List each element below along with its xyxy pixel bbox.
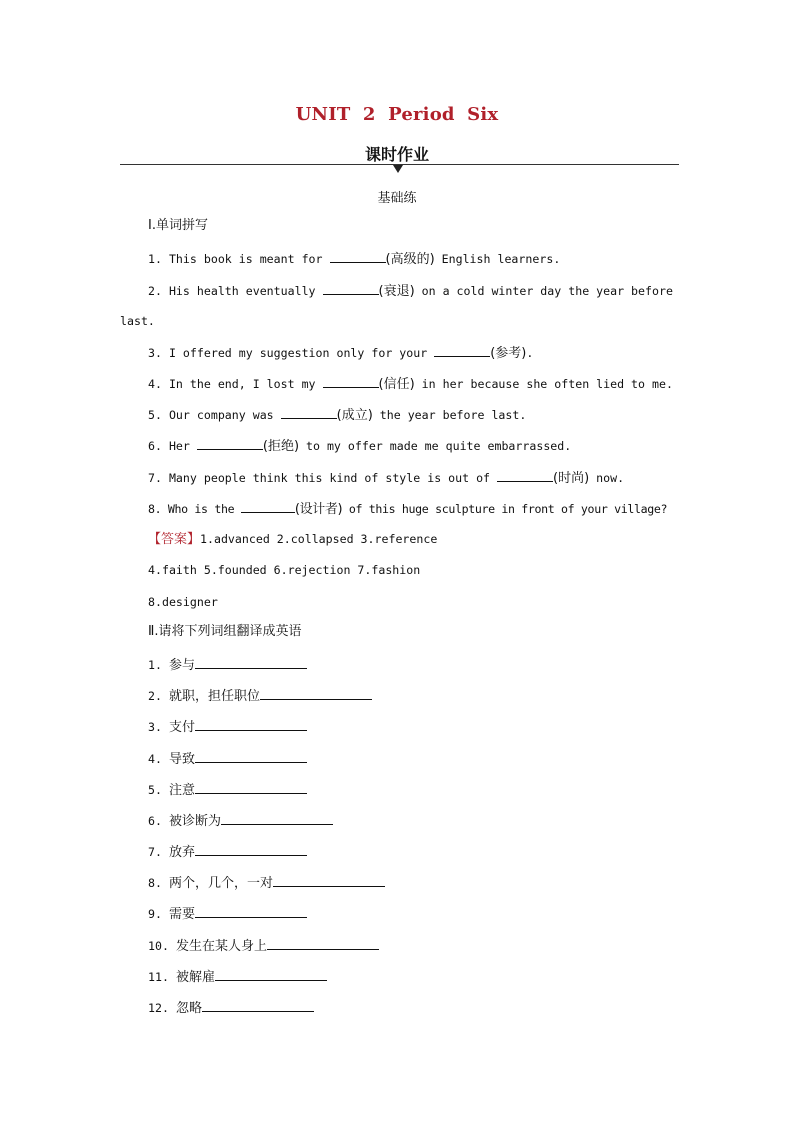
item-text: This book is meant for bbox=[168, 252, 330, 266]
translation-item bbox=[148, 781, 307, 799]
exercise-item bbox=[148, 375, 673, 393]
part1-heading: Ⅰ.单词拼写 bbox=[148, 218, 208, 233]
item-text: Her bbox=[168, 439, 197, 453]
section-label: 基础练 bbox=[377, 191, 417, 206]
item-number: 8. bbox=[148, 502, 162, 516]
answer-blank[interactable] bbox=[434, 344, 490, 357]
answer-blank[interactable] bbox=[221, 812, 333, 825]
answer-blank[interactable] bbox=[215, 968, 327, 981]
item-text: of this huge sculpture in front of your village? bbox=[342, 502, 668, 516]
item-number: 4. bbox=[148, 377, 162, 391]
answer-blank[interactable] bbox=[497, 469, 553, 482]
answer-blank[interactable] bbox=[267, 937, 379, 950]
answer-blank[interactable] bbox=[323, 282, 379, 295]
translation-item bbox=[148, 968, 327, 986]
part2-heading: Ⅱ.请将下列词组翻译成英语 bbox=[148, 624, 302, 639]
item-number: 9. bbox=[148, 907, 162, 921]
item-number: 5. bbox=[148, 408, 162, 422]
item-number: 8. bbox=[148, 876, 162, 890]
answer-blank[interactable] bbox=[260, 687, 372, 700]
item-hint: (高级的) bbox=[385, 252, 435, 267]
item-number: 7. bbox=[148, 845, 162, 859]
answer-blank[interactable] bbox=[195, 843, 307, 856]
answer-blank[interactable] bbox=[197, 437, 263, 450]
item-text: 就职，担任职位 bbox=[168, 689, 260, 704]
item-text: I offered my suggestion only for your bbox=[168, 346, 435, 360]
item-text: 支付 bbox=[168, 720, 195, 735]
answer-blank[interactable] bbox=[330, 250, 386, 263]
item-text: 放弃 bbox=[168, 845, 195, 860]
answer-text: 1.advanced 2.collapsed 3.reference bbox=[200, 532, 438, 546]
answer-blank[interactable] bbox=[195, 718, 307, 731]
exercise-item bbox=[148, 250, 560, 268]
item-number: 6. bbox=[148, 439, 162, 453]
answer-key-line: 4.faith 5.founded 6.rejection 7.fashion bbox=[148, 563, 421, 577]
translation-item bbox=[148, 843, 307, 861]
answer-blank[interactable] bbox=[195, 656, 307, 669]
item-number: 10. bbox=[148, 939, 169, 953]
answer-tag: 【答案】 bbox=[148, 532, 201, 547]
item-number: 2. bbox=[148, 284, 162, 298]
translation-item bbox=[148, 999, 314, 1017]
translation-item bbox=[148, 687, 372, 705]
item-text: 参与 bbox=[168, 658, 195, 673]
item-hint: (设计者) bbox=[294, 502, 343, 517]
item-number: 4. bbox=[148, 752, 162, 766]
answer-key-line: 8.designer bbox=[148, 595, 218, 609]
item-text: English learners. bbox=[434, 252, 561, 266]
answer-blank[interactable] bbox=[273, 874, 385, 887]
exercise-item bbox=[148, 344, 533, 362]
item-hint: (时尚) bbox=[553, 471, 590, 486]
item-text: now. bbox=[589, 471, 625, 485]
answer-blank[interactable] bbox=[195, 781, 307, 794]
item-text: 注意 bbox=[168, 783, 195, 798]
answer-blank[interactable] bbox=[202, 999, 314, 1012]
item-hint: (成立) bbox=[336, 408, 373, 423]
item-number: 11. bbox=[148, 970, 169, 984]
item-text: in her because she often lied to me. bbox=[414, 377, 673, 391]
item-hint: (拒绝) bbox=[262, 439, 300, 454]
answer-blank[interactable] bbox=[241, 500, 295, 513]
item-number: 12. bbox=[148, 1001, 169, 1015]
item-text: 两个，几个，一对 bbox=[168, 876, 273, 891]
answer-blank[interactable] bbox=[195, 905, 307, 918]
item-number: 1. bbox=[148, 252, 162, 266]
translation-item bbox=[148, 905, 307, 923]
item-hint: (衰退) bbox=[378, 284, 415, 299]
exercise-item bbox=[148, 437, 571, 455]
exercise-item bbox=[148, 406, 526, 424]
answer-blank[interactable] bbox=[281, 406, 337, 419]
item-text: 被解雇 bbox=[175, 970, 215, 985]
item-number: 2. bbox=[148, 689, 162, 703]
item-number: 3. bbox=[148, 720, 162, 734]
item-text: In the end, I lost my bbox=[168, 377, 323, 391]
item-text: Our company was bbox=[168, 408, 281, 422]
item-hint: (参考) bbox=[490, 346, 527, 361]
translation-item bbox=[148, 874, 385, 892]
item-text: 被诊断为 bbox=[168, 814, 221, 829]
item-text: 发生在某人身上 bbox=[175, 939, 267, 954]
item-text: 需要 bbox=[168, 907, 195, 922]
item-number: 5. bbox=[148, 783, 162, 797]
item-text: . bbox=[526, 346, 534, 360]
page-title: UNIT 2 Period Six bbox=[295, 104, 499, 125]
exercise-item bbox=[148, 500, 667, 518]
item-text: on a cold winter day the year before bbox=[414, 284, 673, 298]
item-text: 导致 bbox=[168, 752, 195, 767]
item-text: the year before last. bbox=[372, 408, 527, 422]
item-text: Who is the bbox=[167, 502, 241, 516]
page-subtitle: 课时作业 bbox=[364, 145, 429, 164]
item-number: 3. bbox=[148, 346, 162, 360]
item-number: 1. bbox=[148, 658, 162, 672]
answer-key bbox=[148, 531, 437, 548]
item-continuation: last. bbox=[120, 314, 155, 328]
item-number: 6. bbox=[148, 814, 162, 828]
item-text: Many people think this kind of style is out of bbox=[168, 471, 498, 485]
item-text: His health eventually bbox=[168, 284, 323, 298]
translation-item bbox=[148, 937, 379, 955]
item-text: to my offer made me quite embarrassed. bbox=[299, 439, 572, 453]
item-hint: (信任) bbox=[378, 377, 415, 392]
item-text: 忽略 bbox=[175, 1001, 202, 1016]
answer-blank[interactable] bbox=[195, 750, 307, 763]
translation-item bbox=[148, 750, 307, 768]
translation-item bbox=[148, 718, 307, 736]
item-number: 7. bbox=[148, 471, 162, 485]
answer-blank[interactable] bbox=[323, 375, 379, 388]
translation-item bbox=[148, 656, 307, 674]
triangle-down-icon bbox=[393, 165, 403, 173]
translation-item bbox=[148, 812, 333, 830]
exercise-item bbox=[148, 469, 624, 487]
exercise-item bbox=[148, 282, 673, 300]
